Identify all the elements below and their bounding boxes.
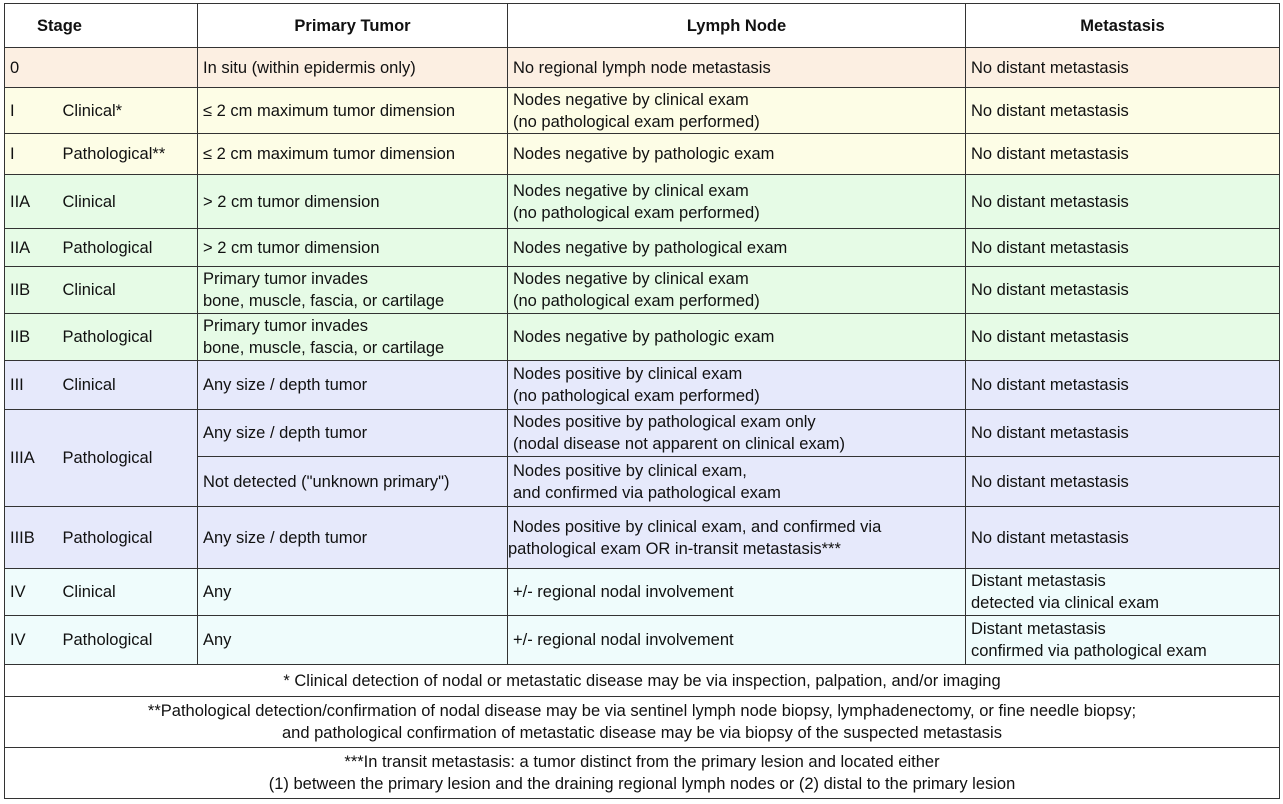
table-row xyxy=(5,88,1280,134)
stage-cell: I xyxy=(5,88,58,134)
stage-type-cell: Clinical xyxy=(58,267,198,314)
stage-type-cell: Pathological xyxy=(58,507,198,569)
node-cell: Nodes negative by pathological exam xyxy=(508,229,966,267)
metastasis-cell: Distant metastasis detected via clinical exam xyxy=(966,569,1280,616)
stage-type-cell: Pathological xyxy=(58,229,198,267)
stage-cell: IIA xyxy=(5,175,58,229)
stage-cell: IV xyxy=(5,616,58,665)
stage-cell: I xyxy=(5,134,58,175)
node-cell: Nodes positive by clinical exam, and confirmed via pathological exam xyxy=(508,457,966,507)
stage-cell: IIIA xyxy=(5,410,58,507)
metastasis-cell: No distant metastasis xyxy=(966,267,1280,314)
stage-cell: IIB xyxy=(5,267,58,314)
stage-type-cell: Pathological xyxy=(58,314,198,361)
table-row xyxy=(5,134,1280,175)
header-metastasis: Metastasis xyxy=(966,4,1280,48)
metastasis-cell: Distant metastasis confirmed via pathological exam xyxy=(966,616,1280,665)
table-row xyxy=(5,175,1280,229)
node-cell: Nodes negative by clinical exam (no pathological exam performed) xyxy=(508,175,966,229)
metastasis-cell: No distant metastasis xyxy=(966,175,1280,229)
tumor-cell: Primary tumor invades bone, muscle, fascia, or cartilage xyxy=(198,314,508,361)
tumor-cell: In situ (within epidermis only) xyxy=(198,48,508,88)
stage-cell: IIB xyxy=(5,314,58,361)
node-cell: Nodes negative by pathologic exam xyxy=(508,314,966,361)
metastasis-cell: No distant metastasis xyxy=(966,457,1280,507)
node-cell: No regional lymph node metastasis xyxy=(508,48,966,88)
tumor-cell: Any xyxy=(198,616,508,665)
tumor-cell: Any xyxy=(198,569,508,616)
table-row xyxy=(5,314,1280,361)
node-cell: Nodes negative by pathologic exam xyxy=(508,134,966,175)
stage-type-cell: Clinical xyxy=(58,569,198,616)
node-cell: Nodes positive by pathological exam only (nodal disease not apparent on clinical exam) xyxy=(508,410,966,457)
table-row xyxy=(5,569,1280,616)
node-cell: Nodes negative by clinical exam (no pathological exam performed) xyxy=(508,88,966,134)
tumor-cell: Any size / depth tumor xyxy=(198,410,508,457)
header-lymph-node: Lymph Node xyxy=(508,4,966,48)
footnote-row xyxy=(5,748,1280,799)
footnote-row xyxy=(5,697,1280,748)
stage-cell: IIA xyxy=(5,229,58,267)
metastasis-cell: No distant metastasis xyxy=(966,361,1280,410)
stage-cell: 0 xyxy=(5,48,58,88)
stage-type-cell: Pathological xyxy=(58,410,198,507)
footnote-row xyxy=(5,665,1280,697)
table-row xyxy=(5,267,1280,314)
stage-type-cell: Pathological** xyxy=(58,134,198,175)
stage-type-cell: Clinical xyxy=(58,361,198,410)
stage-type-cell: Pathological xyxy=(58,616,198,665)
node-cell: +/- regional nodal involvement xyxy=(508,616,966,665)
header-primary-tumor: Primary Tumor xyxy=(198,4,508,48)
footnote-clinical: * Clinical detection of nodal or metastatic disease may be via inspection, palpation, and/or imaging xyxy=(5,665,1280,697)
table-row xyxy=(5,616,1280,665)
metastasis-cell: No distant metastasis xyxy=(966,88,1280,134)
tumor-cell: Not detected ("unknown primary") xyxy=(198,457,508,507)
metastasis-cell: No distant metastasis xyxy=(966,314,1280,361)
node-cell: Nodes positive by clinical exam (no pathological exam performed) xyxy=(508,361,966,410)
footnote-pathological: **Pathological detection/confirmation of nodal disease may be via sentinel lymph node biopsy, lymphadenectomy, or fine needle biopsy; and pathological confirmation of metastatic disease may be via biopsy of the suspected metastasis xyxy=(5,697,1280,748)
tumor-cell: Primary tumor invades bone, muscle, fascia, or cartilage xyxy=(198,267,508,314)
metastasis-cell: No distant metastasis xyxy=(966,229,1280,267)
footnote-in-transit: ***In transit metastasis: a tumor distinct from the primary lesion and located either (1) between the primary lesion and the draining regional lymph nodes or (2) distal to the primary lesion xyxy=(5,748,1280,799)
stage-cell: IV xyxy=(5,569,58,616)
node-cell: Nodes positive by clinical exam, and confirmed via pathological exam OR in-transit metastasis*** xyxy=(508,507,966,569)
tumor-cell: Any size / depth tumor xyxy=(198,507,508,569)
staging-table xyxy=(4,3,1280,799)
metastasis-cell: No distant metastasis xyxy=(966,410,1280,457)
node-cell: Nodes negative by clinical exam (no pathological exam performed) xyxy=(508,267,966,314)
metastasis-cell: No distant metastasis xyxy=(966,48,1280,88)
table-row xyxy=(5,229,1280,267)
stage-type-cell xyxy=(58,48,198,88)
stage-cell: IIIB xyxy=(5,507,58,569)
table-row xyxy=(5,507,1280,569)
metastasis-cell: No distant metastasis xyxy=(966,134,1280,175)
table-row xyxy=(5,361,1280,410)
table-row xyxy=(5,410,1280,457)
metastasis-cell: No distant metastasis xyxy=(966,507,1280,569)
header-stage: Stage xyxy=(5,4,198,48)
stage-type-cell: Clinical* xyxy=(58,88,198,134)
tumor-cell: > 2 cm tumor dimension xyxy=(198,175,508,229)
stage-cell: III xyxy=(5,361,58,410)
stage-type-cell: Clinical xyxy=(58,175,198,229)
header-row xyxy=(5,4,1280,48)
node-cell: +/- regional nodal involvement xyxy=(508,569,966,616)
tumor-cell: ≤ 2 cm maximum tumor dimension xyxy=(198,134,508,175)
table-row xyxy=(5,48,1280,88)
tumor-cell: ≤ 2 cm maximum tumor dimension xyxy=(198,88,508,134)
tumor-cell: > 2 cm tumor dimension xyxy=(198,229,508,267)
tumor-cell: Any size / depth tumor xyxy=(198,361,508,410)
